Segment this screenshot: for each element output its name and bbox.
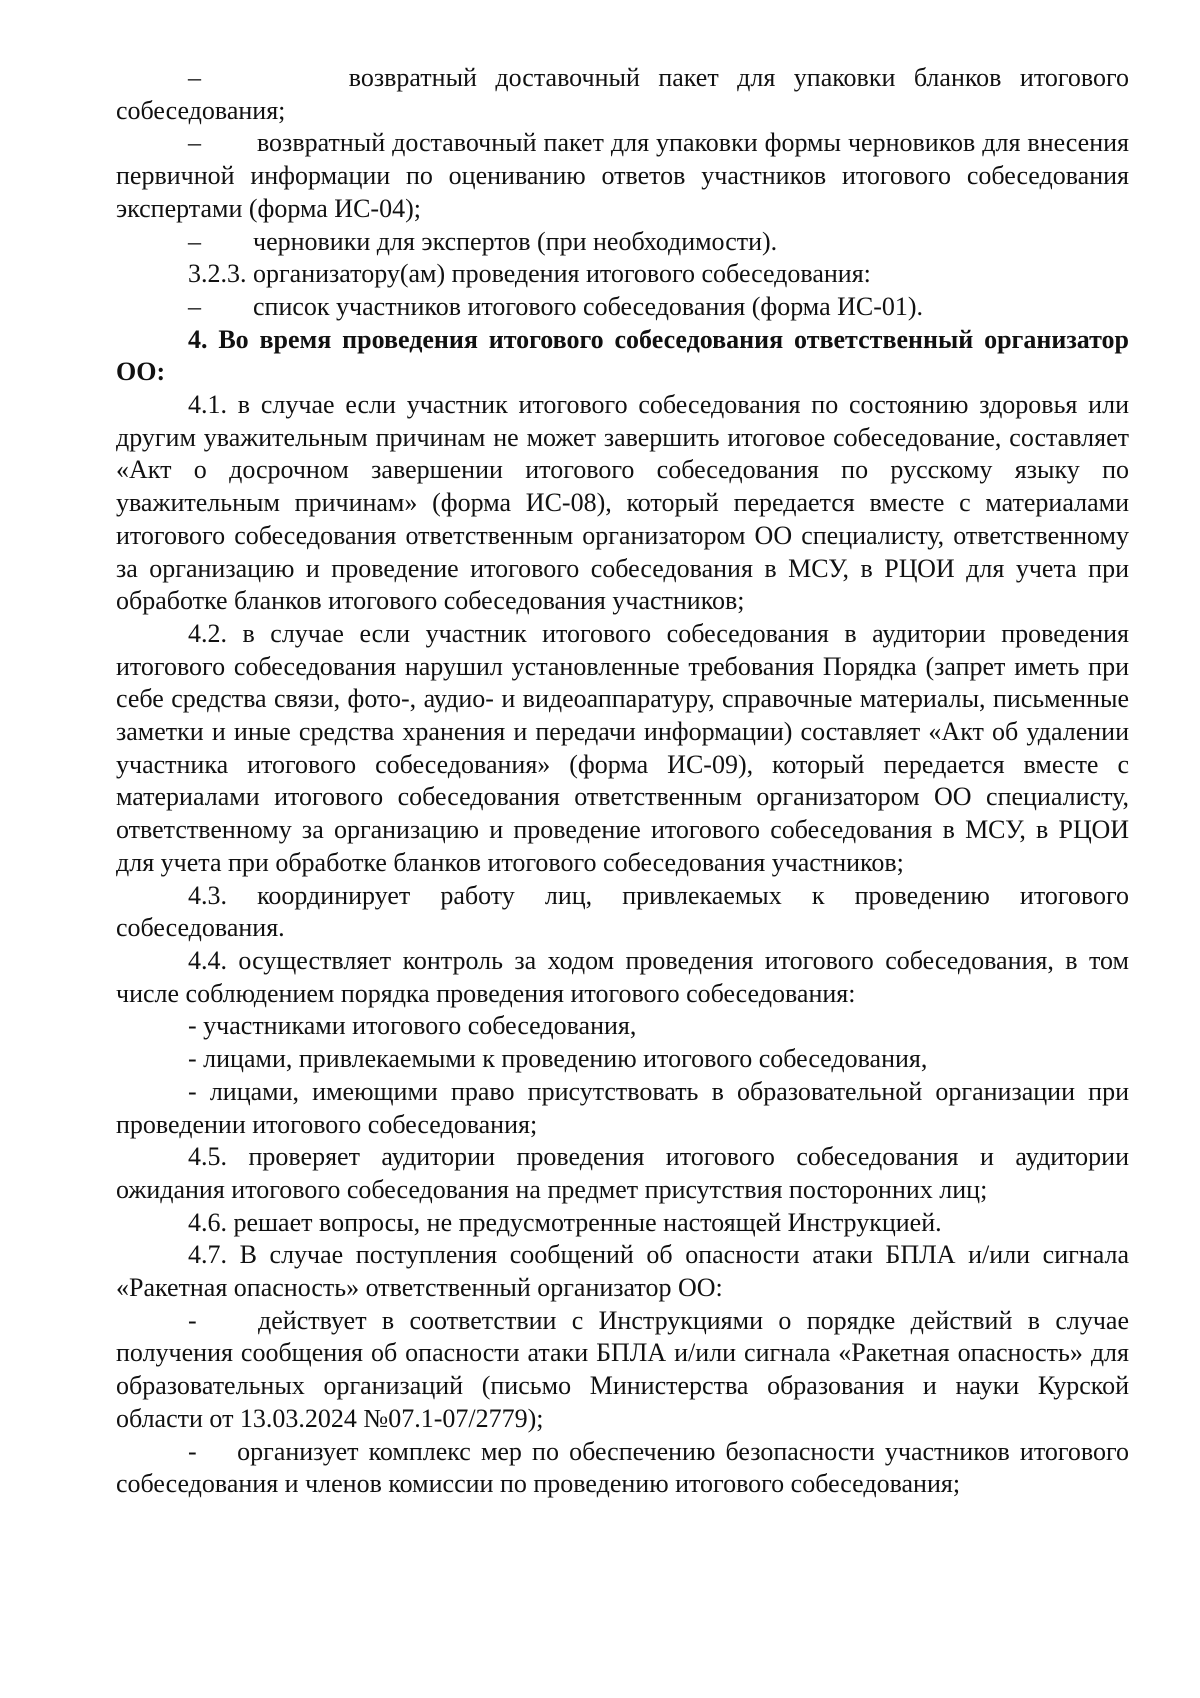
clause-4-4: 4.4. осуществляет контроль за ходом проведения итогового собеседования, в том числе соблюдением порядка проведения итогового собеседования: xyxy=(116,945,1129,1008)
clause-4-1: 4.1. в случае если участник итогового собеседования по состоянию здоровья или другим уважительным причинам не может завершить итоговое собеседование, составляет «Акт о досрочном завершении итогового собеседования по русскому языку по уважительным причинам» (форма ИС-08), который передается вместе с материалами итогового собеседования ответственным организатором ОО специалисту, ответственному за организацию и проведение итогового собеседования в МСУ, в РЦОИ для учета при обработке бланков итогового собеседования участников; xyxy=(116,390,1129,616)
list-item: - лицами, привлекаемыми к проведению итогового собеседования, xyxy=(188,1044,928,1074)
clause-3-2-3: 3.2.3. организатору(ам) проведения итогового собеседования: xyxy=(188,259,871,289)
section-4-heading: 4. Во время проведения итогового собеседования ответственный организатор ОО: xyxy=(116,324,1129,387)
list-item: – возвратный доставочный пакет для упаковки формы черновиков для внесения первичной информации по оцениванию ответов участников итогового собеседования экспертами (форма ИС-04); xyxy=(116,128,1129,223)
clause-4-3: 4.3. координирует работу лиц, привлекаемых к проведению итогового собеседования. xyxy=(116,880,1129,943)
clause-4-5: 4.5. проверяет аудитории проведения итогового собеседования и аудитории ожидания итогового собеседования на предмет присутствия посторонних лиц; xyxy=(116,1142,1129,1204)
list-item: – возвратный доставочный пакет для упаковки бланков итогового собеседования; xyxy=(116,63,1129,125)
list-item: - действует в соответствии с Инструкциями о порядке действий в случае получения сообщения об опасности атаки БПЛА и/или сигнала «Ракетная опасность» для образовательных организаций (письмо Министерства образования и науки Курской области от 13.03.2024 №07.1-07/2779); xyxy=(116,1305,1129,1433)
list-item: - организует комплекс мер по обеспечению безопасности участников итогового собеседования и членов комиссии по проведению итогового собеседования; xyxy=(116,1436,1129,1499)
list-item: - участниками итогового собеседования, xyxy=(188,1011,637,1041)
document-page xyxy=(116,62,1129,1501)
list-item: – список участников итогового собеседования (форма ИС-01). xyxy=(188,291,924,321)
list-item: – черновики для экспертов (при необходимости). xyxy=(188,226,778,256)
clause-4-7: 4.7. В случае поступления сообщений об опасности атаки БПЛА и/или сигнала «Ракетная опасность» ответственный организатор ОО: xyxy=(116,1240,1129,1303)
clause-4-6: 4.6. решает вопросы, не предусмотренные настоящей Инструкцией. xyxy=(188,1207,942,1237)
clause-4-2: 4.2. в случае если участник итогового собеседования в аудитории проведения итогового собеседования нарушил установленные требования Порядка (запрет иметь при себе средства связи, фото-, аудио- и видеоаппаратуру, справочные материалы, письменные заметки и иные средства хранения и передачи информации) составляет «Акт об удалении участника итогового собеседования» (форма ИС-09), который передается вместе с материалами итогового собеседования ответственным организатором ОО специалисту, ответственному за организацию и проведение итогового собеседования в МСУ, в РЦОИ для учета при обработке бланков итогового собеседования участников; xyxy=(116,618,1129,877)
list-item: - лицами, имеющими право присутствовать в образовательной организации при проведении итогового собеседования; xyxy=(116,1076,1129,1139)
